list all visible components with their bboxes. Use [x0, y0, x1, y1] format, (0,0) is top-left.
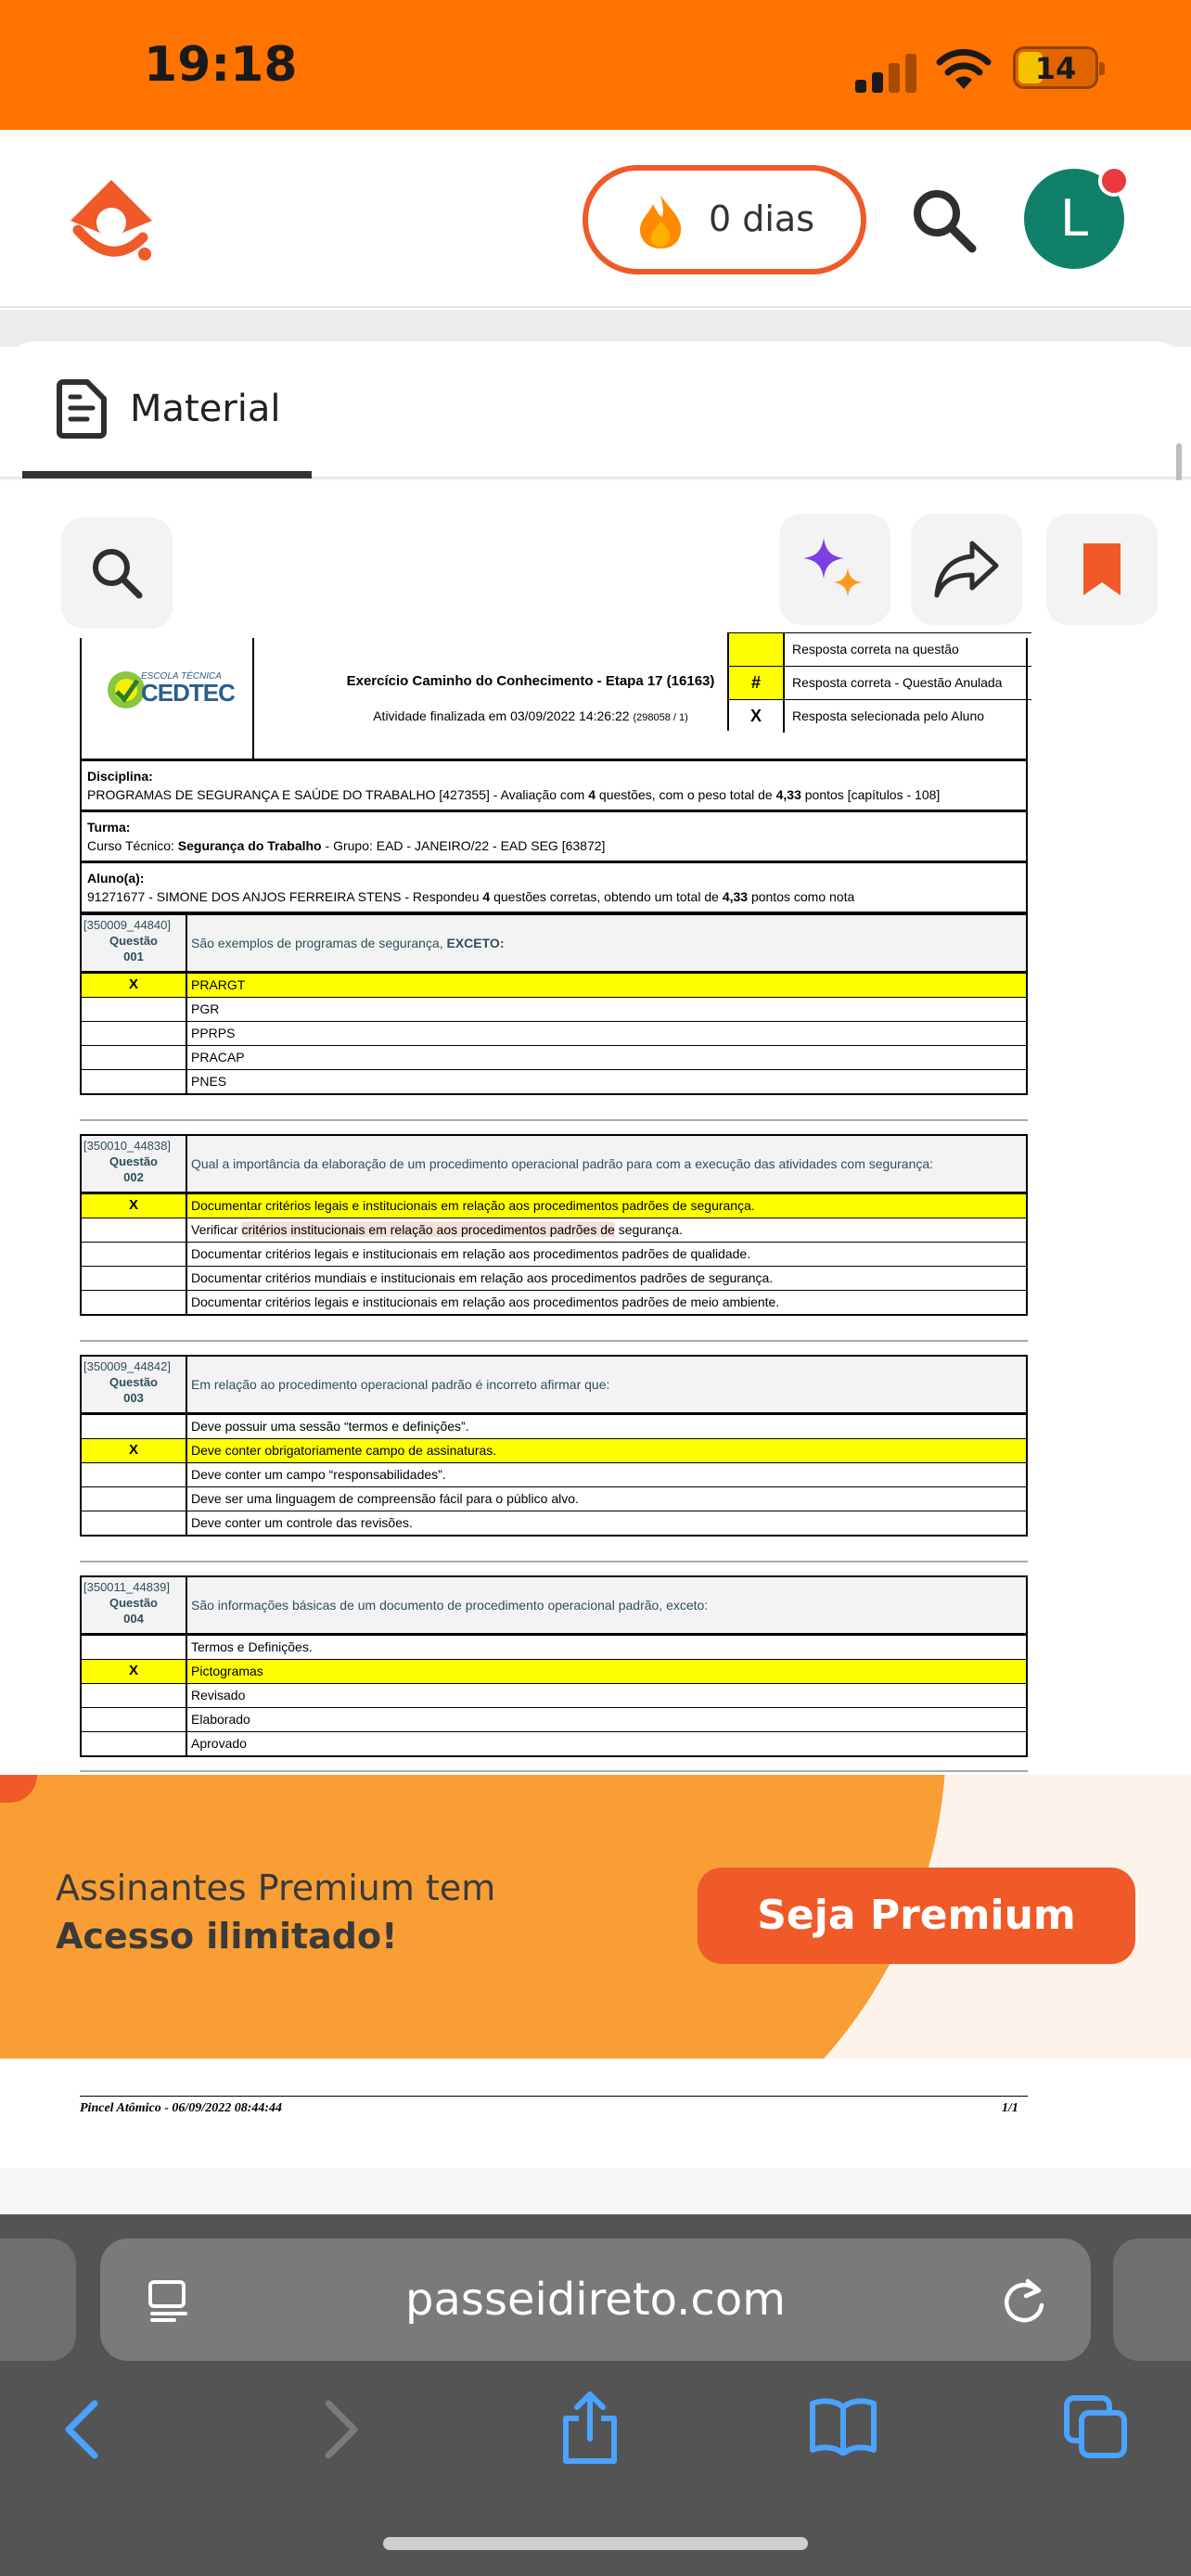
legend-row: # Resposta correta - Questão Anulada: [729, 666, 1031, 699]
answer-row: PGR: [82, 997, 1026, 1021]
answer-row: Deve possuir uma sessão “termos e definições”.: [82, 1414, 1026, 1438]
app-header: [0, 130, 1191, 308]
text-selection-highlight[interactable]: critérios institucionais em relação aos procedimentos padrões de: [241, 1222, 615, 1237]
ai-sparkle-button[interactable]: [779, 514, 890, 625]
bookmarks-book-icon[interactable]: [809, 2396, 877, 2455]
passei-direto-logo[interactable]: [65, 176, 158, 269]
document-content: [80, 638, 1028, 1785]
legend-row: Resposta correta na questão: [729, 632, 1031, 666]
search-icon[interactable]: [909, 185, 980, 256]
tab-material[interactable]: [22, 341, 312, 478]
banner-line-1: Assinantes Premium tem: [56, 1868, 496, 1908]
finished-date: Atividade finalizada em 03/09/2022 14:26:22 (298058 / 1): [373, 708, 688, 723]
back-arrow-icon[interactable]: [61, 2400, 102, 2459]
next-tab-preview[interactable]: [1113, 2238, 1191, 2361]
question-divider: [80, 1757, 1028, 1772]
answer-row: Aprovado: [82, 1731, 1026, 1755]
search-icon: [87, 543, 147, 603]
document-title-cell: [254, 638, 807, 760]
question-block: [80, 913, 1028, 1095]
document-toolbar: [0, 480, 1191, 638]
question-number: [350009_44840] Questão 001: [82, 915, 187, 971]
answer-row: Documentar critérios legais e institucionais em relação aos procedimentos padrões de qualidade.: [82, 1242, 1026, 1266]
answer-row: Documentar critérios mundiais e institucionais em relação aos procedimentos padrões de segurança.: [82, 1266, 1026, 1290]
flame-icon: [634, 193, 686, 250]
question-block: [80, 1355, 1028, 1537]
bookmark-button[interactable]: [1046, 514, 1158, 625]
question-text: São exemplos de programas de segurança, EXCETO:: [191, 936, 505, 950]
answer-row: Deve ser uma linguagem de compreensão fácil para o público alvo.: [82, 1486, 1026, 1511]
question-divider: [80, 1095, 1028, 1121]
question-divider: [80, 1537, 1028, 1562]
address-bar[interactable]: [100, 2238, 1091, 2361]
document-icon: [56, 378, 108, 440]
streak-button[interactable]: [583, 165, 866, 274]
document-footer: [0, 2059, 1191, 2168]
url-text: passeidireto.com: [405, 2274, 786, 2326]
answer-row: Termos e Definições.: [82, 1635, 1026, 1659]
status-bar: [0, 0, 1191, 130]
browser-chrome: [0, 2214, 1191, 2576]
sparkle-icon: [800, 534, 870, 605]
answer-row: Verificar critérios institucionais em relação aos procedimentos padrões de segurança.: [82, 1218, 1026, 1242]
footer-left-text: Pincel Atômico - 06/09/2022 08:44:44: [80, 2101, 283, 2115]
tab-material-label: Material: [130, 388, 281, 430]
cellular-signal-icon: [855, 52, 920, 93]
question-number: [350011_44839] Questão 004: [82, 1577, 187, 1633]
legend-row: X Resposta selecionada pelo Aluno: [729, 699, 1031, 733]
answer-row: X Deve conter obrigatoriamente campo de assinaturas.: [82, 1438, 1026, 1462]
answer-row: PNES: [82, 1069, 1026, 1093]
logo-big-text: CEDTEC: [141, 679, 235, 707]
avatar[interactable]: L: [1024, 169, 1124, 269]
reload-icon[interactable]: [1000, 2276, 1048, 2326]
question-text: Em relação ao procedimento operacional padrão é incorreto afirmar que:: [191, 1377, 610, 1392]
banner-line-2: Acesso ilimitado!: [56, 1916, 398, 1957]
status-time: 19:18: [144, 37, 298, 93]
share-button[interactable]: [911, 514, 1022, 625]
answer-row: X Documentar critérios legais e institucionais em relação aos procedimentos padrões de segurança.: [82, 1193, 1026, 1218]
legend-table: [727, 632, 1030, 731]
share-icon[interactable]: [560, 2391, 620, 2465]
disciplina-info: Disciplina: PROGRAMAS DE SEGURANÇA E SAÚDE DO TRABALHO [427355] - Avaliação com 4 questões, com o peso total de 4,33 pontos [capítulos - 108]: [80, 760, 1028, 811]
streak-label: 0 dias: [709, 198, 815, 239]
question-number: [350010_44838] Questão 002: [82, 1136, 187, 1192]
answer-row: PRACAP: [82, 1045, 1026, 1069]
aluno-info: Aluno(a): 91271677 - SIMONE DOS ANJOS FERREIRA STENS - Respondeu 4 questões corretas, obtendo um total de 4,33 pontos como nota: [80, 862, 1028, 913]
question-divider: [80, 1316, 1028, 1342]
footer-page-number: 1/1: [1002, 2101, 1018, 2115]
question-text: Qual a importância da elaboração de um procedimento operacional padrão para com a execução das atividades com segurança:: [191, 1156, 934, 1171]
answer-row: Deve conter um campo “responsabilidades”.: [82, 1462, 1026, 1486]
home-indicator[interactable]: [383, 2537, 808, 2550]
battery-percent: 14: [1034, 51, 1077, 86]
premium-cta-button[interactable]: Seja Premium: [698, 1868, 1135, 1964]
answer-row: Deve conter um controle das revisões.: [82, 1511, 1026, 1535]
share-arrow-icon: [931, 538, 1002, 601]
document-header: [80, 638, 1028, 760]
forward-arrow-icon[interactable]: [321, 2400, 362, 2459]
answer-row: Documentar critérios legais e institucionais em relação aos procedimentos padrões de meio ambiente.: [82, 1290, 1026, 1314]
premium-banner: [0, 1775, 1191, 2059]
previous-tab-preview[interactable]: [0, 2238, 76, 2361]
answer-row: PPRPS: [82, 1021, 1026, 1045]
question-text: São informações básicas de um documento de procedimento operacional padrão, exceto:: [191, 1598, 709, 1613]
question-block: [80, 1575, 1028, 1757]
notification-badge: [1098, 165, 1130, 197]
answer-row: Elaborado: [82, 1707, 1026, 1731]
answer-row: X PRARGT: [82, 973, 1026, 997]
tabs-overview-icon[interactable]: [1063, 2394, 1128, 2459]
answer-row: Revisado: [82, 1683, 1026, 1707]
tab-bar: [0, 341, 1191, 478]
document-search-button[interactable]: [61, 517, 173, 629]
bookmark-icon: [1080, 542, 1124, 597]
answer-row: X Pictogramas: [82, 1659, 1026, 1683]
turma-info: Turma: Curso Técnico: Segurança do Trabalho - Grupo: EAD - JANEIRO/22 - EAD SEG [63872]: [80, 811, 1028, 862]
battery-icon: [1013, 46, 1098, 89]
logo-small-text: ESCOLA TÉCNICA: [141, 671, 222, 682]
document-title: Exercício Caminho do Conhecimento - Etapa 17 (16163): [346, 673, 715, 689]
question-number: [350009_44842] Questão 003: [82, 1357, 187, 1412]
cedtec-logo: [82, 638, 254, 760]
question-block: [80, 1134, 1028, 1316]
wifi-icon: [935, 48, 992, 91]
